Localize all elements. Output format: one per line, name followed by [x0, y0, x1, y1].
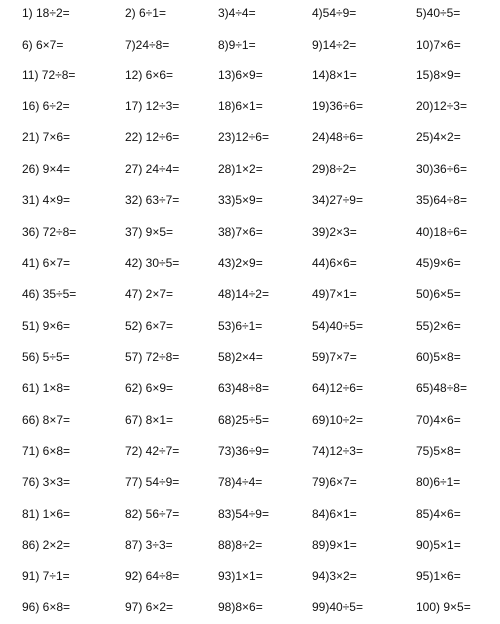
math-problem: 16) 6÷2=	[22, 99, 70, 113]
math-problem: 77) 54÷9=	[125, 475, 180, 489]
math-problem: 84)6×1=	[312, 507, 357, 521]
math-problem: 50)6×5=	[416, 287, 461, 301]
math-problem: 15)8×9=	[416, 68, 461, 82]
math-problem: 1) 18÷2=	[22, 6, 70, 20]
math-problem: 73)36÷9=	[218, 444, 269, 458]
math-problem: 85)4×6=	[416, 507, 461, 521]
math-problem: 51) 9×6=	[22, 319, 71, 333]
problem-row	[0, 35, 500, 55]
math-problem: 22) 12÷6=	[125, 130, 180, 144]
math-problem: 20)12÷3=	[416, 99, 467, 113]
math-problem: 56) 5÷5=	[22, 350, 70, 364]
problem-row	[0, 127, 500, 147]
problem-row	[0, 96, 500, 116]
math-problem: 70)4×6=	[416, 413, 461, 427]
problem-row	[0, 504, 500, 524]
math-problem: 95)1×6=	[416, 569, 461, 583]
problem-row	[0, 284, 500, 304]
math-problem: 48)14÷2=	[218, 287, 269, 301]
math-problem: 59)7×7=	[312, 350, 357, 364]
math-problem: 3)4÷4=	[218, 6, 256, 20]
math-problem: 32) 63÷7=	[125, 193, 180, 207]
math-problem: 29)8÷2=	[312, 162, 357, 176]
math-problem: 98)8×6=	[218, 600, 263, 614]
math-problem: 9)14÷2=	[312, 38, 357, 52]
math-problem: 57) 72÷8=	[125, 350, 180, 364]
problem-row	[0, 535, 500, 555]
math-problem: 63)48÷8=	[218, 381, 269, 395]
math-problem: 49)7×1=	[312, 287, 357, 301]
math-problem: 86) 2×2=	[22, 538, 71, 552]
math-problem: 8)9÷1=	[218, 38, 256, 52]
math-problem: 19)36÷6=	[312, 99, 363, 113]
math-problem: 28)1×2=	[218, 162, 263, 176]
math-problem: 46) 35÷5=	[22, 287, 77, 301]
math-problem: 81) 1×6=	[22, 507, 71, 521]
math-problem: 30)36÷6=	[416, 162, 467, 176]
math-problem: 64)12÷6=	[312, 381, 363, 395]
math-problem: 38)7×6=	[218, 225, 263, 239]
math-problem: 23)12÷6=	[218, 130, 269, 144]
math-problem: 92) 64÷8=	[125, 569, 180, 583]
math-problem: 71) 6×8=	[22, 444, 71, 458]
problem-row	[0, 159, 500, 179]
math-problem: 44)6×6=	[312, 256, 357, 270]
math-problem: 43)2×9=	[218, 256, 263, 270]
math-problem: 65)48÷8=	[416, 381, 467, 395]
math-problem: 94)3×2=	[312, 569, 357, 583]
math-problem: 5)40÷5=	[416, 6, 461, 20]
math-problem: 41) 6×7=	[22, 256, 71, 270]
problem-row	[0, 566, 500, 586]
math-problem: 14)8×1=	[312, 68, 357, 82]
math-problem: 17) 12÷3=	[125, 99, 180, 113]
math-problem: 58)2×4=	[218, 350, 263, 364]
math-problem: 76) 3×3=	[22, 475, 71, 489]
math-problem: 6) 6×7=	[22, 38, 64, 52]
problem-row	[0, 347, 500, 367]
math-problem: 31) 4×9=	[22, 193, 71, 207]
math-problem: 75)5×8=	[416, 444, 461, 458]
problem-row	[0, 316, 500, 336]
math-problem: 42) 30÷5=	[125, 256, 180, 270]
math-problem: 68)25÷5=	[218, 413, 269, 427]
math-problem: 60)5×8=	[416, 350, 461, 364]
math-problem: 21) 7×6=	[22, 130, 71, 144]
math-problem: 40)18÷6=	[416, 225, 467, 239]
problem-row	[0, 190, 500, 210]
math-problem: 74)12÷3=	[312, 444, 363, 458]
math-problem: 11) 72÷8=	[22, 68, 76, 82]
problem-row	[0, 597, 500, 617]
math-problem: 89)9×1=	[312, 538, 357, 552]
problem-row	[0, 441, 500, 461]
math-problem: 99)40÷5=	[312, 600, 363, 614]
math-problem: 45)9×6=	[416, 256, 461, 270]
problem-row	[0, 3, 500, 23]
math-problem: 67) 8×1=	[125, 413, 174, 427]
problem-row	[0, 378, 500, 398]
math-problem: 69)10÷2=	[312, 413, 363, 427]
math-problem: 79)6×7=	[312, 475, 357, 489]
math-problem: 25)4×2=	[416, 130, 461, 144]
math-problem: 35)64÷8=	[416, 193, 467, 207]
math-problem: 34)27÷9=	[312, 193, 363, 207]
math-problem: 100) 9×5=	[416, 600, 471, 614]
math-problem: 2) 6÷1=	[125, 6, 166, 20]
math-problem: 27) 24÷4=	[125, 162, 180, 176]
math-problem: 26) 9×4=	[22, 162, 71, 176]
math-problem: 12) 6×6=	[125, 68, 174, 82]
math-problem: 83)54÷9=	[218, 507, 269, 521]
math-problem: 90)5×1=	[416, 538, 461, 552]
math-problem: 82) 56÷7=	[125, 507, 180, 521]
math-problem: 91) 7÷1=	[22, 569, 70, 583]
math-problem: 78)4÷4=	[218, 475, 263, 489]
problem-row	[0, 222, 500, 242]
math-problem: 36) 72÷8=	[22, 225, 77, 239]
math-problem: 66) 8×7=	[22, 413, 71, 427]
math-problem: 47) 2×7=	[125, 287, 174, 301]
math-problem: 33)5×9=	[218, 193, 263, 207]
math-problem: 96) 6×8=	[22, 600, 71, 614]
problem-row	[0, 65, 500, 85]
problem-row	[0, 472, 500, 492]
math-problem: 55)2×6=	[416, 319, 461, 333]
math-problem: 24)48÷6=	[312, 130, 363, 144]
math-problem: 37) 9×5=	[125, 225, 174, 239]
math-problem: 87) 3÷3=	[125, 538, 173, 552]
math-problem: 10)7×6=	[416, 38, 461, 52]
math-problem: 4)54÷9=	[312, 6, 357, 20]
problem-row	[0, 253, 500, 273]
math-problem: 52) 6×7=	[125, 319, 174, 333]
math-problem: 61) 1×8=	[22, 381, 71, 395]
math-problem: 72) 42÷7=	[125, 444, 180, 458]
math-problem: 18)6×1=	[218, 99, 263, 113]
math-problem: 39)2×3=	[312, 225, 357, 239]
math-problem: 13)6×9=	[218, 68, 263, 82]
math-problem: 7)24÷8=	[125, 38, 170, 52]
math-problem: 54)40÷5=	[312, 319, 363, 333]
math-problem: 88)8÷2=	[218, 538, 263, 552]
problem-row	[0, 410, 500, 430]
math-problem: 97) 6×2=	[125, 600, 174, 614]
math-problem: 53)6÷1=	[218, 319, 263, 333]
math-problem: 62) 6×9=	[125, 381, 174, 395]
math-problem: 93)1×1=	[218, 569, 263, 583]
math-problem: 80)6÷1=	[416, 475, 461, 489]
